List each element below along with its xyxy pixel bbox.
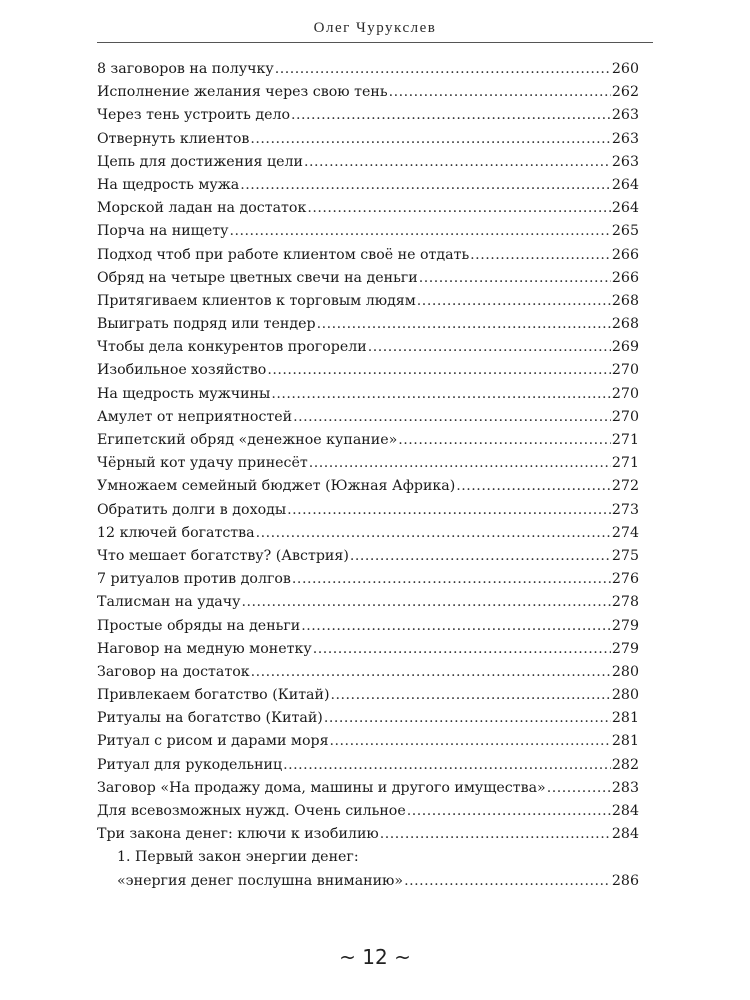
- toc-entry-title: На щедрость мужа: [97, 176, 240, 193]
- toc-entry-page: 276: [611, 571, 639, 588]
- toc-entry: [97, 823, 639, 846]
- toc-entry-title: Талисман на удачу: [97, 594, 241, 611]
- toc-entry: [97, 290, 639, 313]
- toc-entry-title: На щедрость мужчины: [97, 385, 271, 402]
- toc-entry-title: Египетский обряд «денежное купание»: [97, 432, 398, 448]
- toc-entry-title: Три закона денег: ключи к изобилию: [97, 826, 379, 843]
- leader-dots: [309, 452, 611, 475]
- leader-dots: [419, 267, 611, 290]
- toc-entry-title: Амулет от неприятностей: [97, 408, 293, 425]
- page-number: ~ 12 ~: [339, 945, 411, 969]
- leader-dots: [456, 475, 611, 498]
- toc-entry-page: 278: [611, 594, 639, 611]
- toc-entry-page: 272: [611, 478, 639, 495]
- toc-entry: [97, 244, 639, 267]
- leader-dots: [389, 81, 611, 104]
- toc-entry-title: Исполнение желания через свою тень: [97, 84, 388, 101]
- toc-entry-page: 283: [611, 779, 639, 796]
- leader-dots: [313, 638, 611, 661]
- toc-entry-page: 268: [611, 292, 639, 309]
- leader-dots: [304, 151, 611, 174]
- toc-entry-title: Выиграть подряд или тендер: [97, 316, 316, 333]
- toc-entry: [97, 730, 639, 753]
- toc-entry: [97, 336, 639, 359]
- toc-entry-page: 274: [611, 524, 639, 541]
- leader-dots: [251, 661, 611, 684]
- toc-entry-page: 263: [611, 107, 639, 124]
- toc-entry-title: Подход чтоб при работе клиентом своё не отдать: [97, 246, 470, 263]
- toc-entry-page: 266: [611, 269, 639, 286]
- toc-entry-page: 271: [611, 432, 639, 448]
- toc-entry-page: 266: [611, 246, 639, 263]
- toc-entry: [97, 383, 639, 406]
- leader-dots: [287, 499, 611, 522]
- toc-entry-title: 12 ключей богатства: [97, 524, 255, 541]
- toc-entry-title: Ритуалы на богатство (Китай): [97, 710, 323, 727]
- leader-dots: [275, 58, 611, 81]
- toc-entry-title: 8 заговоров на получку: [97, 61, 274, 77]
- toc-entry-page: 275: [611, 547, 639, 564]
- toc-entry: [97, 707, 639, 730]
- toc-entry-title: 7 ритуалов против долгов: [97, 571, 291, 588]
- toc-entry-page: 271: [611, 455, 639, 472]
- toc-entry-title: Морской ладан на достаток: [97, 200, 307, 217]
- toc-entry-title: Ритуал с рисом и дарами моря: [97, 733, 329, 750]
- toc-entry: [97, 475, 639, 498]
- toc-entry-title: Простые обряды на деньги: [97, 617, 301, 634]
- toc-entry-title: Обратить долги в доходы: [97, 501, 287, 518]
- leader-dots: [398, 429, 611, 452]
- toc-subheading-title: 1. Первый закон энергии денег:: [117, 849, 359, 866]
- toc-entry-title: Заговор на достаток: [97, 663, 250, 680]
- toc-entry-page: 284: [611, 826, 639, 843]
- toc-entry-page: 265: [611, 223, 639, 240]
- leader-dots: [291, 104, 611, 127]
- toc-entry: [97, 800, 639, 823]
- leader-dots: [324, 707, 611, 730]
- toc-entry-page: 260: [611, 61, 639, 77]
- leader-dots: [331, 684, 611, 707]
- toc-entry: [97, 591, 639, 614]
- leader-dots: [330, 730, 611, 753]
- toc-entry-title: Наговор на медную монетку: [97, 640, 312, 657]
- leader-dots: [271, 383, 611, 406]
- toc-entry-title: Отвернуть клиентов: [97, 130, 250, 147]
- toc-entry-page: 286: [611, 872, 639, 889]
- toc-entry: [97, 81, 639, 104]
- toc-entry-page: 270: [611, 385, 639, 402]
- toc-entry-page: 280: [611, 687, 639, 704]
- toc-entry-title: Заговор «На продажу дома, машины и другого имущества»: [97, 779, 546, 796]
- toc-entry: [97, 151, 639, 174]
- leader-dots: [267, 359, 611, 382]
- leader-dots: [229, 220, 610, 243]
- toc-entry-title: Через тень устроить дело: [97, 107, 291, 124]
- toc-entry-title: Цепь для достижения цели: [97, 153, 304, 170]
- leader-dots: [301, 615, 611, 638]
- leader-dots: [407, 800, 611, 823]
- toc-entry: [97, 522, 639, 545]
- leader-dots: [417, 290, 611, 313]
- toc-entry: [97, 429, 639, 452]
- toc-entry: [97, 661, 639, 684]
- leader-dots: [283, 754, 611, 777]
- toc-entry: [97, 267, 639, 290]
- toc-entry: [97, 104, 639, 127]
- leader-dots: [293, 406, 611, 429]
- toc-entry-page: 264: [611, 176, 639, 193]
- toc-entry-title: Умножаем семейный бюджет (Южная Африка): [97, 478, 456, 495]
- toc-entry-page: 281: [611, 710, 639, 727]
- leader-dots: [240, 174, 611, 197]
- toc-entry-page: 282: [611, 756, 639, 773]
- toc-entry: [97, 174, 639, 197]
- toc-entry-title: «энергия денег послушна вниманию»: [117, 872, 404, 889]
- toc-entry-page: 281: [611, 733, 639, 750]
- toc-entry: [97, 545, 639, 568]
- toc-entry-title: Что мешает богатству? (Австрия): [97, 547, 349, 564]
- leader-dots: [292, 568, 611, 591]
- leader-dots: [307, 197, 611, 220]
- toc-entry: [97, 58, 639, 81]
- running-header-author: Олег Чурукслев: [313, 20, 437, 36]
- toc-entry: [97, 220, 639, 243]
- toc-entry-page: 269: [611, 339, 639, 356]
- toc-entry: [97, 754, 639, 777]
- toc-entry: [97, 777, 639, 800]
- toc-entry-page: 270: [611, 408, 639, 425]
- toc-entry-title: Обряд на четыре цветных свечи на деньги: [97, 269, 418, 286]
- toc-entry-page: 280: [611, 663, 639, 680]
- toc-entry: [97, 615, 639, 638]
- toc-entry-page: 270: [611, 362, 639, 379]
- toc-entry: [97, 452, 639, 475]
- toc-entry: [97, 406, 639, 429]
- leader-dots: [368, 336, 611, 359]
- leader-dots: [250, 128, 611, 151]
- leader-dots: [404, 870, 611, 893]
- toc-entry-title: Чтобы дела конкурентов прогорели: [97, 339, 367, 356]
- toc-entry-title: Привлекаем богатство (Китай): [97, 687, 330, 704]
- toc-entry-title: Притягиваем клиентов к торговым людям: [97, 292, 416, 309]
- leader-dots: [256, 522, 611, 545]
- toc-entry-page: 263: [611, 130, 639, 147]
- toc-entry-title: Изобильное хозяйство: [97, 362, 267, 379]
- toc-entry: [97, 359, 639, 382]
- toc-entry-page: 263: [611, 153, 639, 170]
- toc-entry: [97, 568, 639, 591]
- toc-entry-title: Ритуал для рукодельниц: [97, 756, 283, 773]
- toc-entry: [97, 499, 639, 522]
- toc-entry: [97, 313, 639, 336]
- toc-entry: [97, 684, 639, 707]
- header-rule: [97, 42, 653, 43]
- toc-entry-title: Чёрный кот удачу принесёт: [97, 455, 308, 472]
- table-of-contents: [97, 58, 639, 893]
- leader-dots: [547, 777, 611, 800]
- toc-entry-title: Порча на нищету: [97, 223, 229, 240]
- leader-dots: [380, 823, 611, 846]
- toc-entry-title: Для всевозможных нужд. Очень сильное: [97, 803, 406, 819]
- toc-entry-page: 273: [611, 501, 639, 518]
- toc-entry-page: 268: [611, 316, 639, 333]
- toc-subheading: [97, 846, 639, 869]
- toc-entry: [97, 870, 639, 893]
- toc-entry-page: 279: [611, 640, 639, 657]
- toc-entry: [97, 638, 639, 661]
- toc-entry-page: 264: [611, 200, 639, 217]
- leader-dots: [470, 244, 611, 267]
- leader-dots: [317, 313, 611, 336]
- toc-entry-page: 262: [611, 84, 639, 101]
- leader-dots: [350, 545, 611, 568]
- toc-entry: [97, 128, 639, 151]
- leader-dots: [242, 591, 611, 614]
- toc-entry-page: 284: [611, 803, 639, 819]
- toc-entry-page: 279: [611, 617, 639, 634]
- toc-entry: [97, 197, 639, 220]
